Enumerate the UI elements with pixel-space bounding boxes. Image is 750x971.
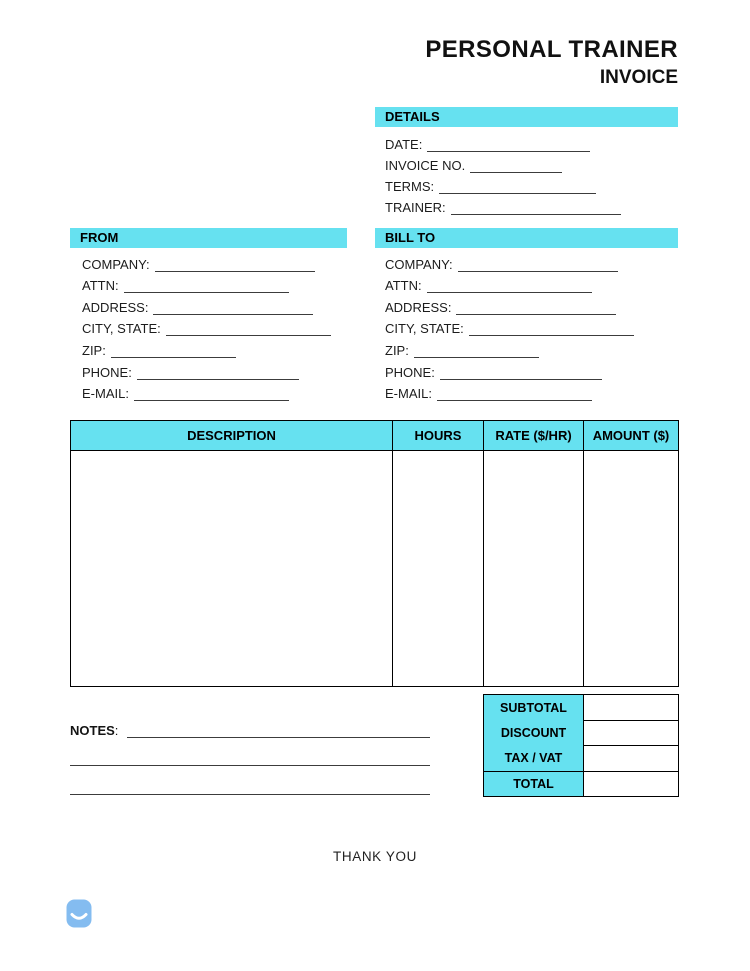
subtotal-row <box>484 695 679 721</box>
bill-to-phone <box>385 358 634 380</box>
column-header-amount: AMOUNT ($) <box>584 421 679 451</box>
bill-to-city-state <box>385 315 634 337</box>
document-title: PERSONAL TRAINER <box>425 36 678 63</box>
field-invoice-no <box>385 152 621 173</box>
bill-to-email-blank-line <box>437 388 592 401</box>
field-date <box>385 131 621 152</box>
subtotal-value <box>584 695 679 721</box>
from-attn-label: ATTN: <box>82 278 119 294</box>
bill-to-zip-label: ZIP: <box>385 342 409 358</box>
bill-to-city-state-label: CITY, STATE: <box>385 321 464 337</box>
from-zip <box>82 336 331 358</box>
discount-value <box>584 720 679 746</box>
document-subtitle: INVOICE <box>599 67 678 88</box>
notes-label-separator: : <box>114 723 119 738</box>
from-fields <box>82 250 331 401</box>
total-row <box>484 771 679 797</box>
bill-to-company-label: COMPANY: <box>385 256 453 272</box>
items-table-empty-row <box>71 451 679 687</box>
bill-to-zip-blank-line <box>414 345 539 358</box>
bill-to-attn-label: ATTN: <box>385 278 422 294</box>
bill-to-section-header: BILL TO <box>375 228 678 248</box>
column-header-hours: HOURS <box>393 421 484 451</box>
from-email <box>82 380 331 402</box>
notes-label-text: NOTES <box>70 723 115 738</box>
field-date-blank-line <box>427 139 590 152</box>
field-trainer-label: TRAINER: <box>385 200 446 215</box>
bill-to-phone-blank-line <box>440 367 602 380</box>
from-address-blank-line <box>153 302 313 315</box>
from-city-state <box>82 315 331 337</box>
discount-label: DISCOUNT <box>484 720 584 746</box>
thank-you-text: THANK YOU <box>333 849 417 864</box>
bill-to-attn-blank-line <box>427 280 592 293</box>
from-attn-blank-line <box>124 280 289 293</box>
from-address <box>82 293 331 315</box>
tax-vat-label: TAX / VAT <box>484 746 584 772</box>
field-terms <box>385 173 621 194</box>
smiley-logo-icon <box>66 899 92 928</box>
from-section-header: FROM <box>70 228 347 248</box>
from-phone-blank-line <box>137 367 299 380</box>
field-terms-label: TERMS: <box>385 179 435 194</box>
bill-to-fields <box>385 250 634 401</box>
bill-to-address <box>385 293 634 315</box>
from-company-label: COMPANY: <box>82 256 150 272</box>
items-cell-description <box>71 451 393 687</box>
items-table <box>70 420 679 687</box>
field-invoice-no-label: INVOICE NO. <box>385 158 466 173</box>
bill-to-attn <box>385 272 634 294</box>
details-fields <box>385 131 621 215</box>
bill-to-city-state-blank-line <box>469 323 634 336</box>
bill-to-address-label: ADDRESS: <box>385 299 452 315</box>
from-email-blank-line <box>134 388 289 401</box>
field-date-label: DATE: <box>385 137 423 152</box>
from-company-blank-line <box>155 259 315 272</box>
from-zip-label: ZIP: <box>82 342 106 358</box>
field-terms-blank-line <box>439 181 596 194</box>
notes-blank-line-3 <box>70 794 430 795</box>
totals-table <box>483 694 679 797</box>
from-phone <box>82 358 331 380</box>
field-trainer <box>385 194 621 215</box>
field-trainer-blank-line <box>451 202 621 215</box>
tax-vat-row <box>484 746 679 772</box>
title-block <box>425 36 678 89</box>
items-cell-rate <box>484 451 584 687</box>
notes-blank-line-2 <box>70 765 430 766</box>
from-zip-blank-line <box>111 345 236 358</box>
total-label: TOTAL <box>484 771 584 797</box>
notes-blank-line-1 <box>127 737 430 738</box>
bill-to-company-blank-line <box>458 259 618 272</box>
items-cell-hours <box>393 451 484 687</box>
from-address-label: ADDRESS: <box>82 299 149 315</box>
subtotal-label: SUBTOTAL <box>484 695 584 721</box>
notes-label <box>70 723 118 738</box>
items-table-header-row <box>71 421 679 451</box>
column-header-rate: RATE ($/HR) <box>484 421 584 451</box>
bill-to-email <box>385 380 634 402</box>
bill-to-address-blank-line <box>456 302 616 315</box>
bill-to-phone-label: PHONE: <box>385 364 435 380</box>
from-email-label: E-MAIL: <box>82 386 129 402</box>
from-company <box>82 250 331 272</box>
field-invoice-no-blank-line <box>470 160 562 173</box>
from-city-state-blank-line <box>166 323 331 336</box>
from-phone-label: PHONE: <box>82 364 132 380</box>
tax-vat-value <box>584 746 679 772</box>
from-attn <box>82 272 331 294</box>
bill-to-company <box>385 250 634 272</box>
from-city-state-label: CITY, STATE: <box>82 321 161 337</box>
discount-row <box>484 720 679 746</box>
details-section-header: DETAILS <box>375 107 678 127</box>
total-value <box>584 771 679 797</box>
column-header-description: DESCRIPTION <box>71 421 393 451</box>
items-cell-amount <box>584 451 679 687</box>
bill-to-email-label: E-MAIL: <box>385 386 432 402</box>
bill-to-zip <box>385 336 634 358</box>
